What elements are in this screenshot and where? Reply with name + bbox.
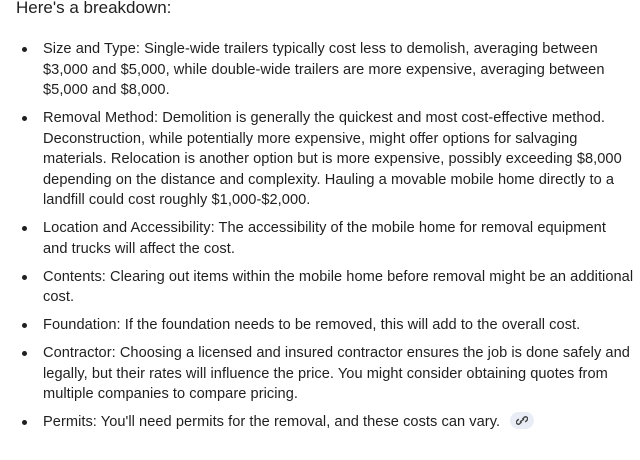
bullet-icon — [22, 47, 27, 52]
list-item-size-and-type — [0, 39, 640, 101]
bullet-icon — [22, 351, 27, 356]
bullet-icon — [22, 116, 27, 121]
list-item-contractor — [0, 343, 640, 405]
list-item-location-and-accessibility — [0, 218, 640, 259]
list-item-text: Location and Accessibility: The accessibility of the mobile home for removal equipment and trucks will affect the cost. — [43, 220, 606, 257]
bullet-icon — [22, 226, 27, 231]
list-item-foundation — [0, 315, 640, 336]
link-icon — [516, 415, 528, 426]
bullet-icon — [22, 323, 27, 328]
list-item-text: Size and Type: Single-wide trailers typically cost less to demolish, averaging between $3,000 and $5,000, while double-wide trailers are more expensive, averaging between $5,000 and $8,000. — [43, 41, 605, 98]
list-item-permits — [0, 412, 640, 433]
list-item-text: Contents: Clearing out items within the mobile home before removal might be an additional cost. — [43, 268, 634, 305]
list-item-text: Foundation: If the foundation needs to be removed, this will add to the overall cost. — [43, 317, 581, 333]
source-link-chip[interactable] — [510, 412, 534, 429]
breakdown-list — [0, 39, 640, 440]
list-item-removal-method — [0, 108, 640, 211]
bullet-icon — [22, 420, 27, 425]
list-item-text: Removal Method: Demolition is generally the quickest and most cost-effective method. Deconstruction, while potentially more expensive, might offer options for salvaging materials. Relocation is another option but is more expensive, possibly exceeding $8,000 depending on the distance and complexity. Hauling a movable mobile home directly to a landfill could cost roughly $1,000-$2,000. — [43, 110, 622, 208]
breakdown-heading: Here's a breakdown: — [16, 0, 172, 17]
list-item-text: Permits: You'll need permits for the removal, and these costs can vary. — [43, 414, 501, 430]
list-item-contents — [0, 267, 640, 308]
bullet-icon — [22, 275, 27, 280]
list-item-text: Contractor: Choosing a licensed and insured contractor ensures the job is done safely and legally, but their rates will influence the price. You might consider obtaining quotes from multiple companies to compare pricing. — [43, 345, 630, 402]
